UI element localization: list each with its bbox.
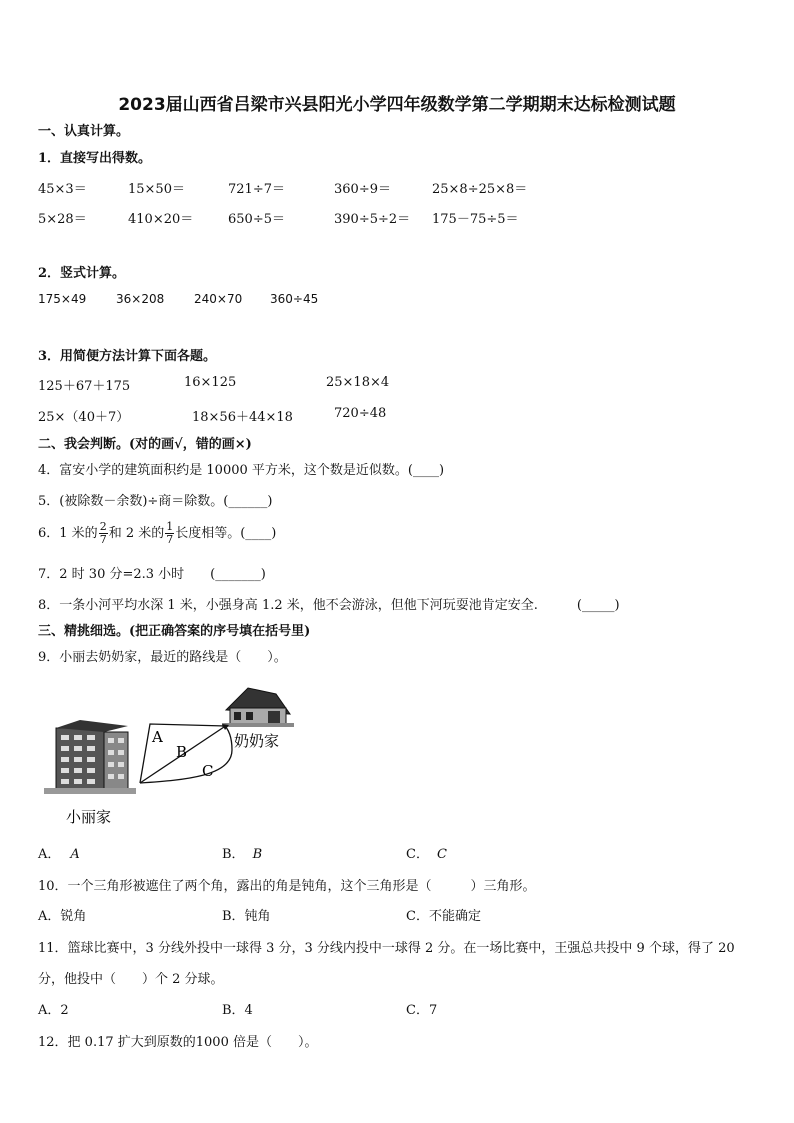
route-label-c: C (202, 762, 214, 780)
q6-f2-den: 7 (166, 533, 174, 546)
q2-item-3: 240×70 (194, 292, 243, 306)
q1-r1-c2: 15×50＝ (128, 182, 185, 197)
q4: 4．富安小学的建筑面积约是 10000 平方米，这个数是近似数。(____) (38, 463, 445, 478)
q6-pre: 6．1 米的 (38, 526, 98, 541)
apartment-building-icon (44, 720, 136, 794)
q6-f1-den: 7 (99, 533, 107, 546)
q9-option-b[interactable] (222, 843, 262, 862)
q11-option-c[interactable]: C．7 (406, 1003, 438, 1018)
xiaoli-home-label: 小丽家 (66, 808, 112, 826)
q3-stem: 3．用简便方法计算下面各题。 (38, 349, 217, 364)
section-2-heading: 二、我会判断。(对的画√，错的画×) (38, 437, 252, 452)
q7: 7．2 时 30 分=2.3 小时 (_______) (38, 567, 266, 582)
q9-option-c-value: C (436, 847, 447, 862)
q9-option-a[interactable] (38, 843, 80, 862)
q10-option-a[interactable]: A．锐角 (38, 909, 87, 924)
q10-option-b[interactable]: B．钝角 (222, 909, 271, 924)
q1-r2-c3: 650÷5＝ (228, 212, 285, 227)
q6-f2-num: 1 (166, 520, 174, 533)
house-icon (222, 688, 294, 727)
q6-fraction-1 (99, 521, 108, 546)
q2-item-1: 175×49 (38, 292, 87, 306)
q11-stem-line-2: 分，他投中（ ）个 2 分球。 (38, 972, 224, 987)
q6 (38, 516, 276, 552)
q1-r1-c4: 360÷9＝ (334, 182, 391, 197)
section-3-heading: 三、精挑细选。(把正确答案的序号填在括号里) (38, 624, 311, 639)
q11-option-a[interactable]: A．2 (38, 1003, 69, 1018)
q6-f1-num: 2 (99, 520, 107, 533)
q12-stem: 12．把 0.17 扩大到原数的1000 倍是（ ）。 (38, 1035, 318, 1050)
q9-option-c-key: C． (406, 847, 429, 862)
q3-r1-c1: 125＋67＋175 (38, 379, 131, 394)
q10-option-c[interactable]: C．不能确定 (406, 909, 481, 924)
q3-r2-c2: 18×56＋44×18 (192, 410, 293, 425)
q6-post: 长度相等。(____) (175, 526, 277, 541)
q3-r2-c3: 720÷48 (334, 406, 387, 421)
q9-option-a-key: A． (38, 847, 61, 862)
page-title: 2023届山西省吕梁市兴县阳光小学四年级数学第二学期期末达标检测试题 (118, 95, 676, 115)
q8: 8．一条小河平均水深 1 米，小强身高 1.2 米，他不会游泳，但他下河玩耍池肯定安全. (_____) (38, 598, 620, 613)
q9-option-b-key: B． (222, 847, 245, 862)
q1-r2-c4: 390÷5÷2＝ (334, 212, 411, 227)
q3-r2-c1: 25×（40＋7） (38, 410, 130, 425)
q2-item-4: 360÷45 (270, 292, 319, 306)
q6-fraction-2 (165, 521, 174, 546)
route-label-a: A (152, 728, 163, 746)
q11-stem-line-1: 11．篮球比赛中，3 分线外投中一球得 3 分，3 分线内投中一球得 2 分。在一场比赛中，王强总共投中 9 个球，得了 20 (38, 941, 735, 956)
q2-item-2: 36×208 (116, 292, 165, 306)
q1-r1-c3: 721÷7＝ (228, 182, 285, 197)
q9-stem: 9．小丽去奶奶家，最近的路线是（ ）。 (38, 650, 287, 665)
q9-option-b-value: B (252, 847, 263, 862)
route-label-b: B (176, 743, 188, 761)
q3-r1-c3: 25×18×4 (326, 375, 390, 390)
q1-r1-c5: 25×8÷25×8＝ (432, 182, 528, 197)
q1-r2-c1: 5×28＝ (38, 212, 87, 227)
q2-stem: 2．竖式计算。 (38, 266, 126, 281)
q11-option-b[interactable]: B．4 (222, 1003, 253, 1018)
q1-r2-c2: 410×20＝ (128, 212, 194, 227)
q9-option-c[interactable] (406, 843, 447, 862)
q1-stem: 1．直接写出得数。 (38, 151, 152, 166)
q1-r2-c5: 175－75÷5＝ (432, 212, 519, 227)
grandma-home-label: 奶奶家 (234, 732, 280, 750)
q5: 5．(被除数－余数)÷商＝除数。(______) (38, 494, 273, 509)
q10-stem: 10．一个三角形被遮住了两个角，露出的角是钝角，这个三角形是（ ）三角形。 (38, 879, 536, 894)
q6-mid: 和 2 米的 (108, 526, 165, 541)
q9-route-figure (36, 680, 306, 830)
q3-r1-c2: 16×125 (184, 375, 237, 390)
q1-r1-c1: 45×3＝ (38, 182, 87, 197)
section-1-heading: 一、认真计算。 (38, 124, 130, 139)
q9-option-a-value: A (70, 847, 80, 862)
